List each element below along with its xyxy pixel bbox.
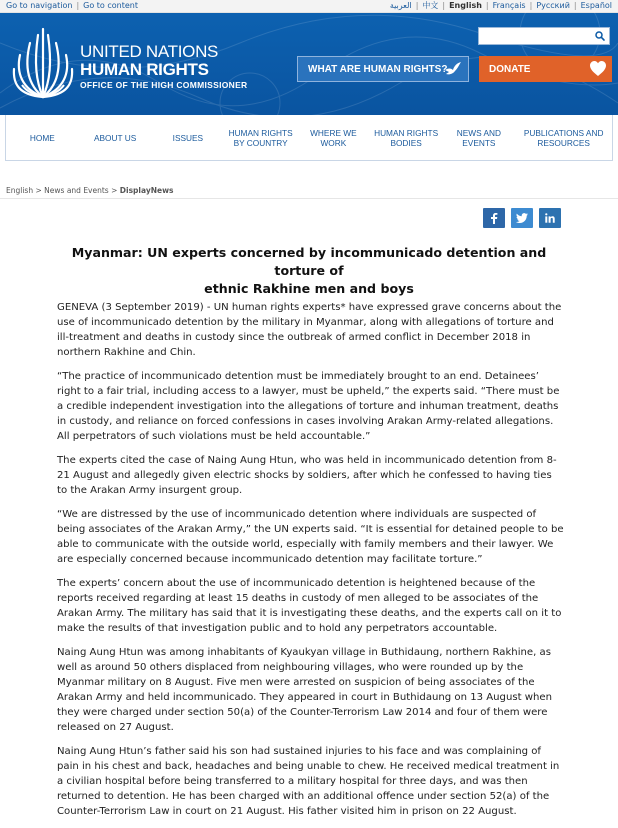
article-title xyxy=(50,244,568,298)
language-russian[interactable]: Русский xyxy=(536,1,570,10)
nav-item-news-and-events[interactable]: NEWS AND EVENTS xyxy=(456,127,501,148)
breadcrumb-divider xyxy=(0,198,618,199)
skip-to-content-link[interactable]: Go to content xyxy=(83,1,138,10)
nav-item-where-we-work[interactable]: WHERE WE WORK xyxy=(310,127,357,148)
article-title-line-2: ethnic Rakhine men and boys xyxy=(204,281,414,296)
main-navigation xyxy=(5,115,613,161)
breadcrumb xyxy=(6,186,173,195)
dove-icon xyxy=(444,61,462,77)
skip-links: Go to navigation | Go to content xyxy=(6,1,138,10)
article-paragraph: The experts cited the case of Naing Aung Htun, who was held in incommunicado detention from 8-21 August and allegedly given electric shocks by soldiers, after which he confessed to having ties to the Arakan Army insurgent group. xyxy=(57,455,557,496)
donate-label: DONATE xyxy=(489,63,531,75)
site-header xyxy=(0,13,618,115)
search-input[interactable] xyxy=(479,28,591,44)
facebook-icon xyxy=(490,212,498,224)
what-are-human-rights-label: WHAT ARE HUMAN RIGHTS? xyxy=(308,63,448,75)
article-body xyxy=(57,300,565,828)
search-box xyxy=(478,27,610,45)
nav-item-home[interactable]: HOME xyxy=(29,132,55,143)
share-twitter-button[interactable] xyxy=(511,208,533,228)
language-spanish[interactable]: Español xyxy=(580,1,612,10)
heart-icon xyxy=(589,60,607,77)
skip-to-navigation-link[interactable]: Go to navigation xyxy=(6,1,73,10)
language-switcher: العربية | 中文 | English | Français | Русский | Español xyxy=(389,1,612,10)
logo-line-human-rights: HUMAN RIGHTS xyxy=(80,60,209,79)
article-paragraph: “The practice of incommunicado detention must be immediately brought to an end. Detainees’ right to a fair trial, including access to a lawyer, must be upheld,” the experts said. “There must be a credible independent investigation into the allegations of torture and inhuman treatment, deaths in custody, and reliance on forced confessions in cases involving Arakan Army-related allegations. All perpetrators of such violations must be held accountable.” xyxy=(57,371,560,442)
nav-item-issues[interactable]: ISSUES xyxy=(172,132,204,143)
nav-item-human-rights-by-country[interactable]: HUMAN RIGHTS BY COUNTRY xyxy=(228,127,293,148)
article-paragraph: The experts’ concern about the use of incommunicado detention is heightened because of the reports received regarding at least 15 deaths in custody of men alleged to be associates of the Arakan Army. The military has said that it is investigating these deaths, and the experts call on it to make the results of that investigation public and to hold any perpetrators accountable. xyxy=(57,578,562,634)
nav-item-publications-and-resources[interactable]: PUBLICATIONS AND RESOURCES xyxy=(523,127,604,148)
top-utility-bar xyxy=(0,0,618,13)
logo-line-office: OFFICE OF THE HIGH COMMISSIONER xyxy=(80,80,248,90)
search-button[interactable] xyxy=(591,28,609,44)
share-linkedin-button[interactable] xyxy=(539,208,561,228)
language-arabic[interactable]: العربية xyxy=(389,1,412,10)
twitter-icon xyxy=(516,213,528,223)
linkedin-icon xyxy=(545,213,555,223)
logo-line-united-nations: UNITED NATIONS xyxy=(80,42,219,61)
breadcrumb-current: DisplayNews xyxy=(119,186,174,195)
article-paragraph: Naing Aung Htun was among inhabitants of Kyaukyan village in Buthidaung, northern Rakhine, as well as around 50 others displaced from neighbouring villages, who were rounded up by the Myanmar military on 8 August. Five men were arrested on suspicion of being associates of the Arakan Army and held incommunicado. They appeared in court in Buthidaung on 13 August when they were charged under section 50(a) of the Counter-Terrorism Law 2014 and four of them were released on 27 August. xyxy=(57,647,553,733)
breadcrumb-news-and-events[interactable]: News and Events xyxy=(44,186,109,195)
donate-button[interactable] xyxy=(479,56,612,82)
search-icon xyxy=(595,31,605,41)
breadcrumb-english[interactable]: English xyxy=(6,186,34,195)
article-title-line-1: Myanmar: UN experts concerned by incommunicado detention and torture of xyxy=(71,245,547,278)
nav-item-human-rights-bodies[interactable]: HUMAN RIGHTS BODIES xyxy=(374,127,439,148)
article-paragraph: GENEVA (3 September 2019) - UN human rights experts* have expressed grave concerns about the use of incommunicado detention by the military in Myanmar, along with allegations of torture and ill-treatment and deaths in custody since the outbreak of armed conflict in December 2018 in northern Rakhine and Chin. xyxy=(57,302,562,358)
breadcrumb-separator: > xyxy=(35,186,42,195)
article-paragraph: Naing Aung Htun’s father said his son had sustained injuries to his face and was complaining of pain in his chest and back, headaches and being unable to chew. He received medical treatment in a civilian hospital before being transferred to a military hospital for three days, and was then returned to detention. He has been charged with an additional offence under section 52(a) of the Counter-Terrorism Law in court on 21 August. His father visited him in prison on 22 August. xyxy=(57,746,560,817)
breadcrumb-separator: > xyxy=(111,186,118,195)
un-human-rights-emblem-icon[interactable] xyxy=(12,25,74,101)
language-chinese[interactable]: 中文 xyxy=(422,1,439,10)
what-are-human-rights-button[interactable] xyxy=(297,56,469,82)
share-facebook-button[interactable] xyxy=(483,208,505,228)
nav-item-about-us[interactable]: ABOUT US xyxy=(93,132,137,143)
language-english[interactable]: English xyxy=(449,1,482,10)
site-logo-text[interactable] xyxy=(80,43,248,91)
language-french[interactable]: Français xyxy=(492,1,526,10)
article-paragraph: “We are distressed by the use of incommunicado detention where individuals are suspected of being associates of the Arakan Army,” the UN experts said. “It is essential for detained people to be able to communicate with the outside world, especially with family members and their lawyer. We are especially concerned because incommunicado detention may facilitate torture.” xyxy=(57,509,564,565)
